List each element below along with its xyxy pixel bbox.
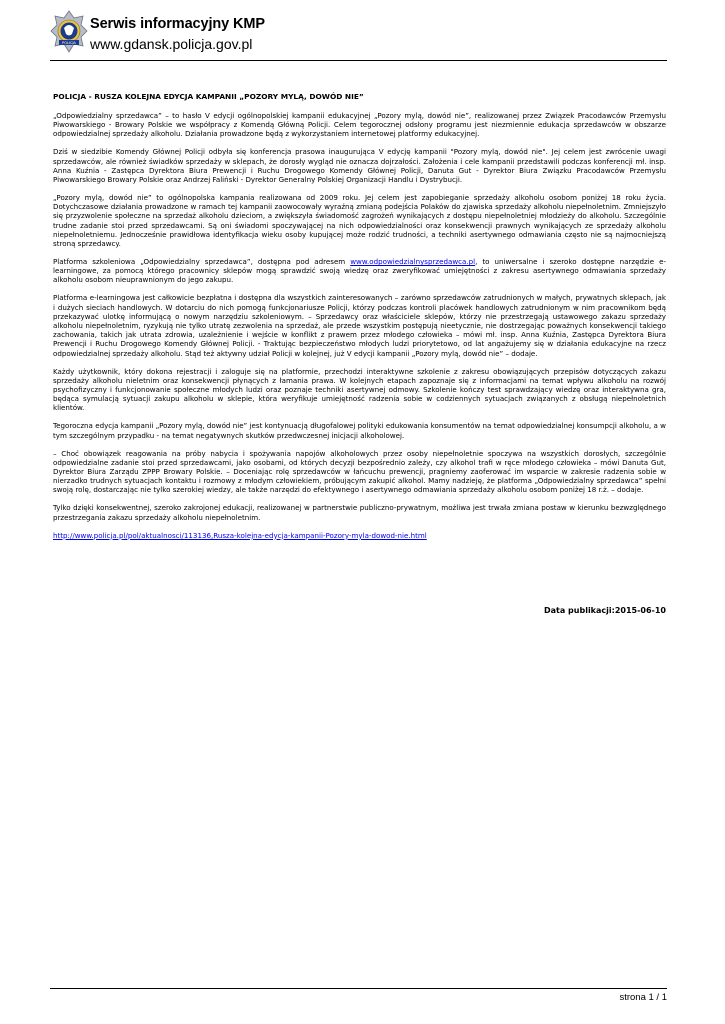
logo-text: POLICJA	[62, 41, 76, 45]
publication-date: Data publikacji:2015-06-10	[544, 606, 666, 615]
source-link[interactable]: http://www.policja.pl/pol/aktualnosci/113136,Rusza-kolejna-edycja-kampanii-Pozory-myla-dowod-nie.html	[53, 530, 427, 540]
paragraph-4-text-before: Platforma szkoleniowa „Odpowiedzialny sprzedawca”, dostępna pod adresem	[53, 257, 351, 267]
article-paragraph-2: Dziś w siedzibie Komendy Głównej Policji odbyła się konferencja prasowa inaugurująca V edycję kampanii "Pozory mylą, dowód nie". Jej celem jest zwrócenie uwagi sprzedawców, ale również świadków sprzedaży w sklepach, że dorosły wygląd nie oznacza dojrzałości. Założenia i cele kampanii przedstawili podczas konferencji mł. insp. Anna Kuźnia - Zastępca Dyrektora Biura Prewencji i Ruchu Drogowego Komendy Głównej Policji, Danuta Gut - Dyrektor Biura Związku Pracodawców Przemysłu Piwowarskiego Browary Polskie oraz Andrzej Faliński - Dyrektor Generalny Polskiej Organizacji Handlu i Dystrybucji.	[53, 147, 666, 185]
footer-divider	[50, 988, 667, 989]
article-paragraph-3: „Pozory mylą, dowód nie” to ogólnopolska kampania realizowana od 2009 roku. Jej celem jest zapobieganie sprzedaży alkoholu osobom poniżej 18 roku życia. Dotychczasowe działania prowadzone w ramach tej kampanii zaowocowały wyraźną zmianą podejścia Polaków do zjawiska sprzedaży alkoholu niepełnoletnim. Zmniejszyło się przyzwolenie społeczne na sprzedaż alkoholu dzieciom, a zwiększyła świadomość zagrożeń wynikających z dostępu niepełnoletniej młodzieży do alkoholu. Szczególnie trudne zadanie stoi przed sprzedawcami. Są oni świadomi spoczywającej na nich odpowiedzialności oraz konsekwencji prawnych wynikających ze sprzedaży alkoholu niepełnoletniemu. Jednocześnie prawidłowa identyfikacja wieku osoby kupującej może rodzić trudności, a techniki asertywnego odmawiania często nie są najmocniejszą stroną sprzedawcy.	[53, 193, 666, 249]
article-paragraph-6: Każdy użytkownik, który dokona rejestracji i zaloguje się na platformie, przechodzi interaktywne szkolenie z zakresu obowiązujących przepisów dotyczących zakazu sprzedaży alkoholu nieletnim oraz konsekwencji płynących z łamania prawa. W kolejnych etapach zapoznaje się z informacjami na temat wpływu alkoholu na rozwój psychofizyczny i funkcjonowanie społeczne młodych ludzi oraz poznaje techniki asertywnej odmowy. Szkolenie kończy test sprawdzający wiedzę oraz interaktywna gra, będąca symulacją sytuacji zakupu alkoholu w sklepie, która weryfikuje umiejętność radzenia sobie w codziennych sytuacjach związanych z obsługą niepełnoletnich klientów.	[53, 366, 666, 413]
page-number: strona 1 / 1	[619, 992, 667, 1003]
article-content	[53, 92, 666, 540]
article-paragraph-4	[53, 257, 666, 285]
article-paragraph-8: – Choć obowiązek reagowania na próby nabycia i spożywania napojów alkoholowych przez osoby niepełnoletnie spoczywa na wszystkich dorosłych, szczególnie odpowiedzialne zadanie stoi przed sprzedawcami, jako osobami, od których decyzji bezpośrednio zależy, czy alkohol trafi w ręce młodego człowieka – mówi Danuta Gut, Dyrektor Biura Zarządu ZPPP Browary Polskie. – Doceniając rolę sprzedawców w łańcuchu prewencji, pragniemy zaoferować im wsparcie w zakresie radzenia sobie w nierzadko trudnych sytuacjach kontaktu i rozmowy z młodym człowiekiem, próbującym zakupić alkohol. Mamy nadzieję, że platforma „Odpowiedzialny sprzedawca” spełni swoją rolę, dostarczając nie tylko szerokiej wiedzy, ale także narzędzi do efektywnego i asertywnego odmawiania sprzedaży alkoholu osobom poniżej 18 r.ż. – dodaje.	[53, 448, 666, 495]
article-paragraph-5: Platforma e-learningowa jest całkowicie bezpłatna i dostępna dla wszystkich zainteresowanych – zarówno sprzedawców zatrudnionych w małych, prywatnych sklepach, jak i dużych sieciach handlowych. W dotarciu do nich pomogą funkcjonariusze Policji, którzy podczas kontroli placówek handlowych zatrudnionym w nim pracownikom będą przekazywać ulotkę informującą o nowym narzędziu szkoleniowym. – Sprzedawcy oraz właściciele sklepów, którzy nie przestrzegają ustawowego zakazu sprzedaży alkoholu niepełnoletnim, ryzykują nie tylko utratę zezwolenia na sprzedaż, ale przede wszystkim postępują nieetycznie, nie dostrzegając poważnych konsekwencji takiego zachowania, takich jak utrata zdrowia, uzależnienie i wejście w konflikt z prawem przez młodego człowieka – mówi mł. insp. Anna Kuźnia, Zastępca Dyrektora Biura Prewencji i Ruchu Drogowego Komendy Głównej Policji. - Traktując bezpieczeństwo młodych ludzi priorytetowo, od lat angażujemy się w działania edukacyjne na rzecz odpowiedzialnej sprzedaży alkoholu. Stąd też aktywny udział Policji w kolejnej, już V edycji kampanii „Pozory mylą, dowód nie” – dodaje.	[53, 293, 666, 358]
paragraph-4-text-after: , to uniwersalne i szeroko dostępne narzędzie e-learningowe, za pomocą którego pracownicy sklepów mogą sprawdzić swoją wiedzę oraz zweryfikować umiejętności z zakresu asertywnego odmawiania sprzedaży alkoholu osobom nieuprawnionym do jego zakupu.	[53, 257, 667, 285]
site-title: Serwis informacyjny KMP	[90, 16, 265, 32]
platform-link[interactable]: www.odpowiedzialnysprzedawca.pl	[350, 257, 476, 267]
header-divider	[50, 60, 667, 61]
page-header	[50, 10, 675, 60]
site-url: www.gdansk.policja.gov.pl	[90, 36, 253, 52]
article-paragraph-9: Tylko dzięki konsekwentnej, szeroko zakrojonej edukacji, realizowanej w partnerstwie publiczno-prywatnym, możliwa jest trwała zmiana postaw w kierunku bezwzględnego przestrzegania zakazu sprzedaży alkoholu niepełnoletnim.	[53, 503, 666, 522]
article-title: POLICJA - RUSZA KOLEJNA EDYCJA KAMPANII „POZORY MYLĄ, DOWÓD NIE”	[53, 92, 364, 101]
article-paragraph-7: Tegoroczna edycja kampanii „Pozory mylą, dowód nie” jest kontynuacją długofalowej polityki edukowania konsumentów na temat odpowiedzialnej konsumpcji alkoholu, a w tym szczególnym przypadku - na temat negatywnych skutków przedwczesnej inicjacji alkoholowej.	[53, 421, 666, 440]
article-paragraph-1: „Odpowiedzialny sprzedawca” – to hasło V edycji ogólnopolskiej kampanii edukacyjnej „Pozory mylą, dowód nie”, realizowanej przez Związek Pracodawców Przemysłu Piwowarskiego - Browary Polskie we współpracy z Komendą Główną Policji. Celem tegorocznej odsłony programu jest niezmiennie edukacja sprzedawców w obszarze odpowiedzialnej sprzedaży alkoholu. Działania prowadzone będą z wykorzystaniem internetowej platformy edukacyjnej.	[53, 111, 666, 139]
police-star-logo-icon	[50, 10, 88, 54]
